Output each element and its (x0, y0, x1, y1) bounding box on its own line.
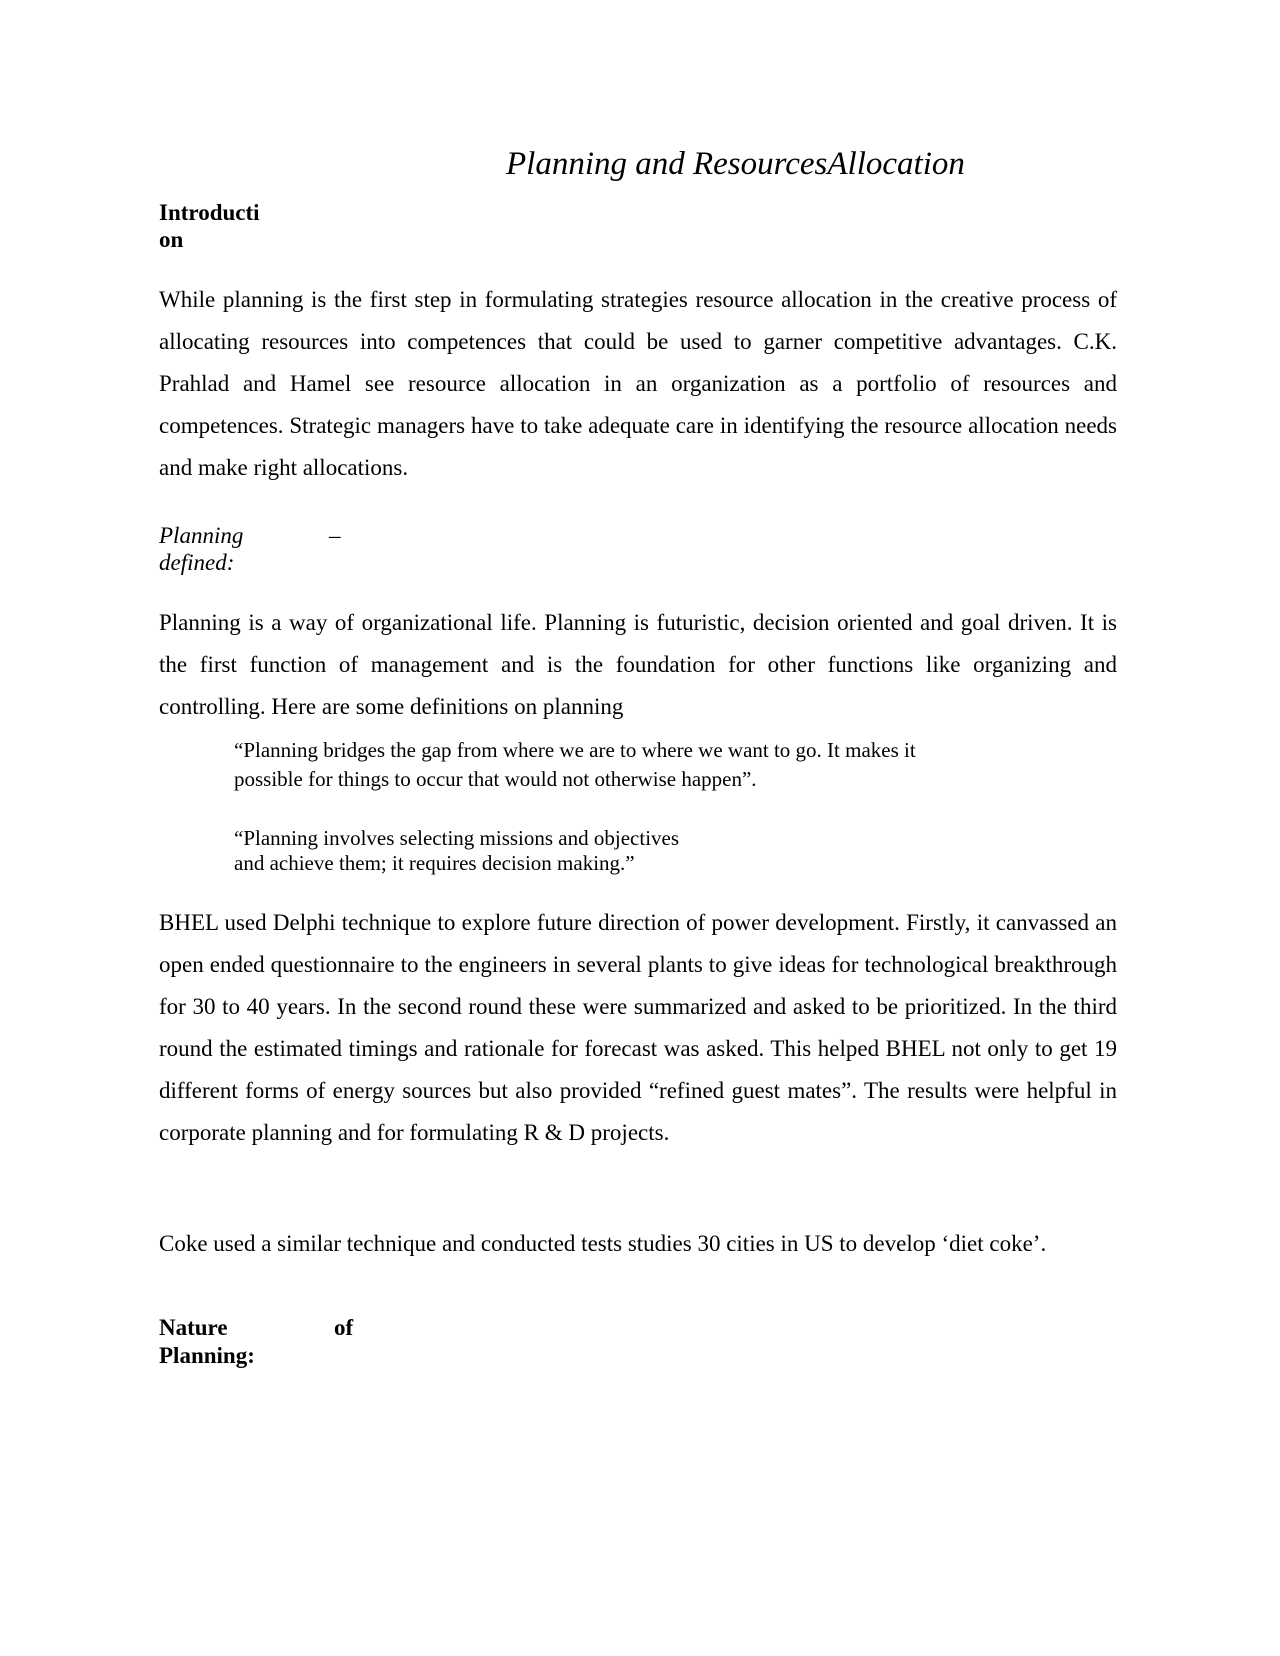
planning-defined-heading (159, 522, 341, 576)
nature-heading-word1: Nature (159, 1315, 228, 1340)
planning-paragraph: Planning is a way of organizational life. Planning is futuristic, decision oriented and goal driven. It is the first function of management and is the foundation for other functions like organizing and controlling. Here are some definitions on planning (159, 610, 1117, 719)
planning-defined-heading-word1: Planning (159, 523, 244, 548)
nature-heading-word2: Planning: (159, 1343, 255, 1368)
planning-defined-heading-dash: – (329, 523, 341, 548)
planning-quote-2: “Planning involves selecting missions and objectives and achieve them; it requires decision making.” (234, 826, 680, 875)
planning-quote-1: “Planning bridges the gap from where we are to where we want to go. It makes it possible for things to occur that would not otherwise happen”. (234, 738, 916, 791)
nature-of-planning-heading (159, 1314, 354, 1370)
coke-paragraph: Coke used a similar technique and conducted tests studies 30 cities in US to develop ‘diet coke’. (159, 1231, 1047, 1256)
bhel-paragraph: BHEL used Delphi technique to explore future direction of power development. Firstly, it canvassed an open ended questionnaire to the engineers in several plants to give ideas for technological breakthrough for 30 to 40 years. In the second round these were summarized and asked to be prioritized. In the third round the estimated timings and rationale for forecast was asked. This helped BHEL not only to get 19 different forms of energy sources but also provided “refined guest mates”. The results were helpful in corporate planning and for formulating R & D projects. (159, 910, 1117, 1145)
page-title: Planning and ResourcesAllocation (506, 146, 965, 182)
introduction-paragraph: While planning is the first step in formulating strategies resource allocation in the creative process of allocating resources into competences that could be used to garner competitive advantages. C.K. Prahlad and Hamel see resource allocation in an organization as a portfolio of resources and competences. Strategic managers have to take adequate care in identifying the resource allocation needs and make right allocations. (159, 287, 1117, 480)
introduction-heading: Introducti on (159, 200, 260, 252)
planning-defined-heading-word2: defined: (159, 550, 235, 575)
nature-heading-of: of (334, 1315, 354, 1340)
